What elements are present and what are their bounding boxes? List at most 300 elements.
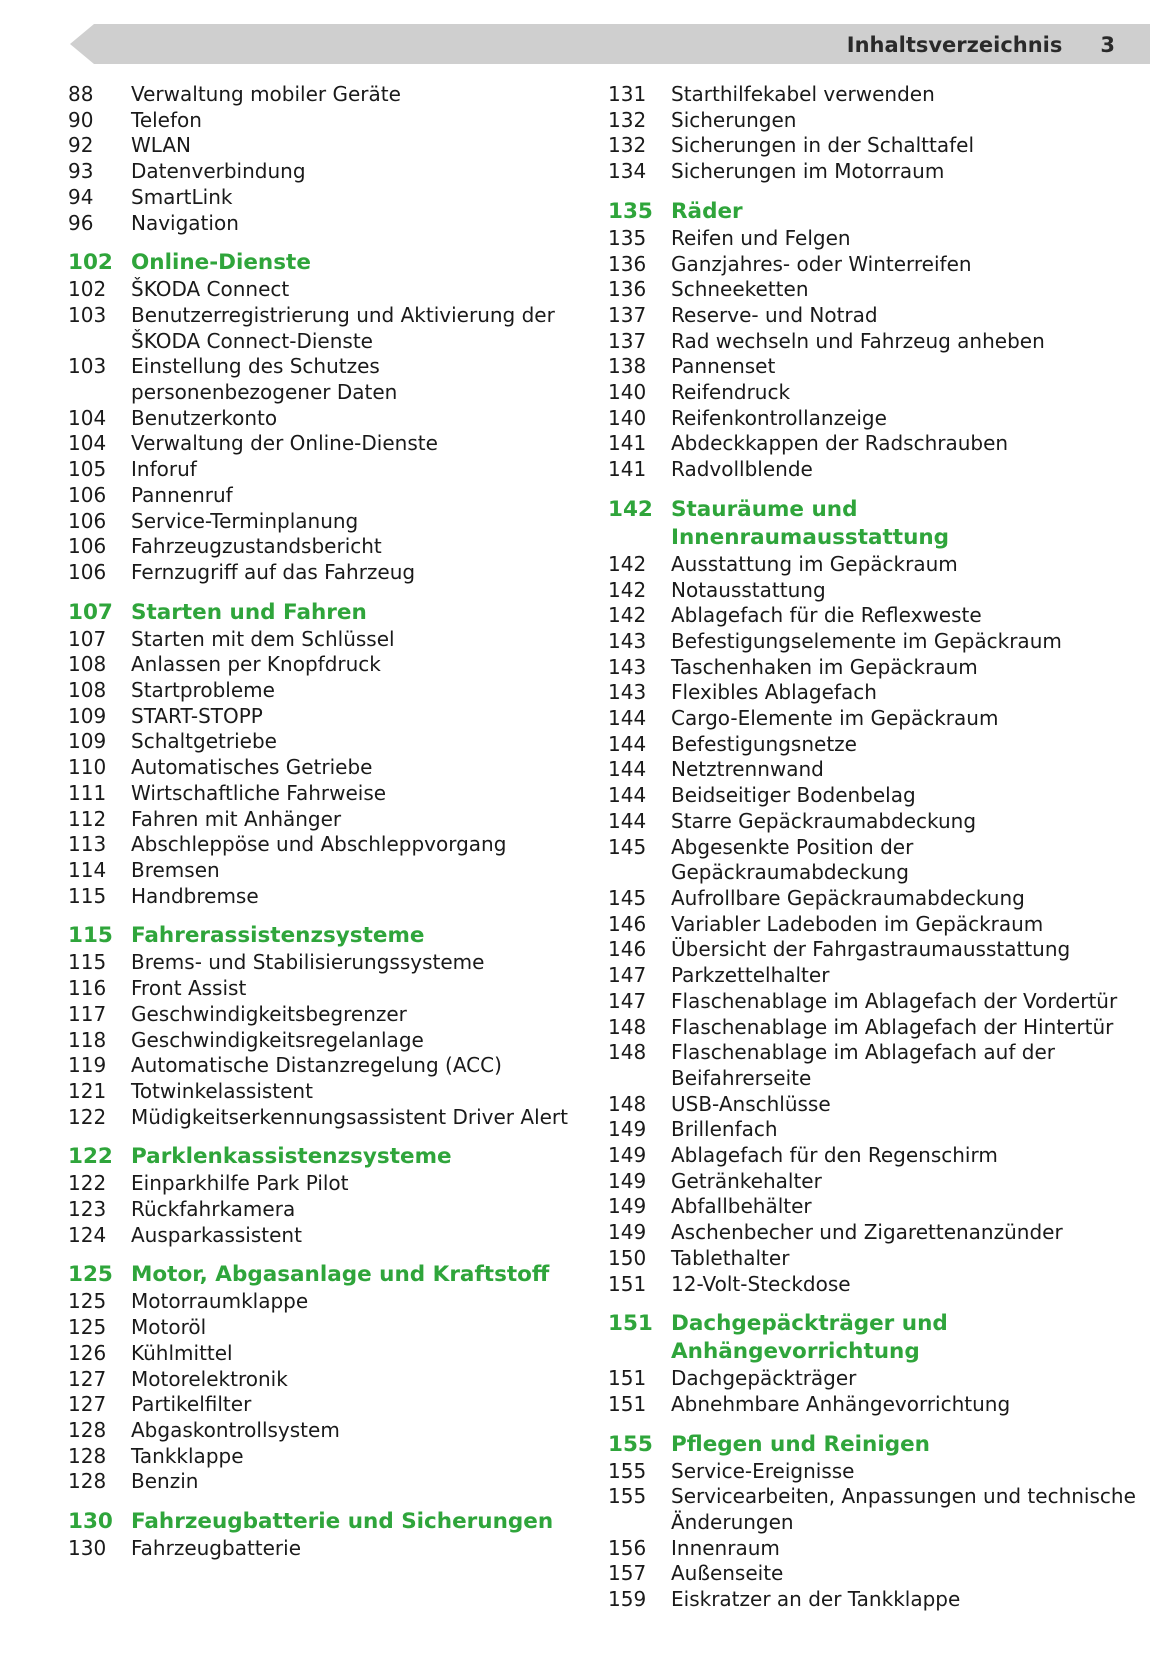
toc-title: USB-Anschlüsse <box>671 1091 831 1116</box>
section-heading[interactable] <box>608 496 1138 552</box>
toc-entry[interactable] <box>608 457 1138 483</box>
toc-entry[interactable] <box>68 1002 568 1028</box>
toc-title: Geschwindigkeitsregelanlage <box>131 1027 424 1052</box>
toc-page-number: 147 <box>608 963 647 988</box>
toc-title: Startprobleme <box>131 678 275 703</box>
toc-entry[interactable] <box>608 912 1138 938</box>
toc-title: Abgesenkte Position der Gepäckraumabdeckung <box>671 834 914 885</box>
toc-entry[interactable] <box>68 1367 568 1393</box>
toc-entry[interactable] <box>68 560 568 586</box>
toc-page-number: 144 <box>608 706 647 731</box>
toc-entry[interactable] <box>68 159 568 185</box>
toc-title: Fahrzeugbatterie und Sicherungen <box>131 1509 554 1535</box>
toc-entry[interactable] <box>608 108 1138 134</box>
toc-title: WLAN <box>131 133 192 158</box>
toc-title: SmartLink <box>131 184 233 209</box>
toc-entry[interactable] <box>608 1092 1138 1118</box>
toc-page-number: 96 <box>68 210 94 235</box>
toc-page-number: 148 <box>608 1091 647 1116</box>
toc-title: Fahrerassistenzsysteme <box>131 923 425 949</box>
toc-title: Motor, Abgasanlage und Kraftstoff <box>131 1262 550 1288</box>
toc-entry[interactable] <box>608 809 1138 835</box>
toc-entry[interactable] <box>68 755 568 781</box>
toc-page-number: 102 <box>68 277 107 302</box>
toc-title: Beidseitiger Bodenbelag <box>671 783 916 808</box>
toc-title: Starre Gepäckraumabdeckung <box>671 808 977 833</box>
toc-page-number: 151 <box>608 1391 647 1416</box>
toc-title: Datenverbindung <box>131 159 306 184</box>
toc-page-number: 113 <box>68 832 107 857</box>
toc-entry[interactable] <box>608 406 1138 432</box>
toc-page-number: 143 <box>608 628 647 653</box>
toc-page-number: 149 <box>608 1220 647 1245</box>
toc-page-number: 142 <box>608 603 647 628</box>
toc-page-number: 136 <box>608 251 647 276</box>
toc-page-number: 102 <box>68 250 113 276</box>
toc-page-number: 147 <box>608 988 647 1013</box>
toc-page-number: 109 <box>68 703 107 728</box>
toc-page-number: 149 <box>608 1143 647 1168</box>
toc-title: Navigation <box>131 210 239 235</box>
toc-page-number: 125 <box>68 1262 113 1288</box>
toc-page-number: 106 <box>68 534 107 559</box>
toc-page-number: 149 <box>608 1117 647 1142</box>
toc-title: Einstellung des Schutzes personenbezogener Daten <box>131 354 398 405</box>
toc-page-number: 115 <box>68 883 107 908</box>
toc-entry[interactable] <box>608 133 1138 159</box>
toc-title: Reifen und Felgen <box>671 225 851 250</box>
toc-page-number: 136 <box>608 277 647 302</box>
toc-page-number: 142 <box>608 577 647 602</box>
toc-entry[interactable] <box>608 329 1138 355</box>
toc-page-number: 135 <box>608 198 653 224</box>
toc-title: Reifenkontrollanzeige <box>671 405 887 430</box>
toc-entry[interactable] <box>608 835 1138 886</box>
toc-entry[interactable] <box>68 185 568 211</box>
toc-title: Anlassen per Knopfdruck <box>131 652 381 677</box>
toc-title: Kühlmittel <box>131 1340 233 1365</box>
toc-page-number: 144 <box>608 783 647 808</box>
toc-entry[interactable] <box>68 509 568 535</box>
toc-title: Flaschenablage im Ablagefach auf der Beifahrerseite <box>671 1040 1055 1090</box>
toc-title: Automatische Distanzregelung (ACC) <box>131 1053 502 1078</box>
toc-title: Schaltgetriebe <box>131 729 277 754</box>
toc-title: Ablagefach für die Reflexweste <box>671 603 982 628</box>
toc-page-number: 118 <box>68 1027 107 1052</box>
toc-entry[interactable] <box>68 277 568 303</box>
toc-entry[interactable] <box>68 211 568 237</box>
toc-page-number: 103 <box>68 302 107 327</box>
section-heading[interactable] <box>608 1310 1138 1366</box>
toc-entry[interactable] <box>608 1169 1138 1195</box>
toc-entry[interactable] <box>68 431 568 457</box>
toc-page-number: 128 <box>68 1443 107 1468</box>
toc-title: Abdeckkappen der Radschrauben <box>671 431 1009 456</box>
toc-entry[interactable] <box>608 1143 1138 1169</box>
toc-page-number: 141 <box>608 431 647 456</box>
toc-entry[interactable] <box>608 886 1138 912</box>
toc-title: Ausparkassistent <box>131 1222 302 1247</box>
toc-title: Dachgepäckträger <box>671 1366 857 1391</box>
toc-entry[interactable] <box>608 1587 1138 1613</box>
toc-entry[interactable] <box>68 976 568 1002</box>
toc-title: Abschleppöse und Abschleppvorgang <box>131 832 507 857</box>
toc-title: Schneeketten <box>671 277 809 302</box>
toc-title: Telefon <box>131 107 202 132</box>
toc-page-number: 106 <box>68 559 107 584</box>
toc-page-number: 159 <box>608 1587 647 1612</box>
toc-page-number: 121 <box>68 1078 107 1103</box>
toc-column-left <box>68 82 568 1562</box>
toc-entry[interactable] <box>608 732 1138 758</box>
toc-page-number: 156 <box>608 1535 647 1560</box>
toc-entry[interactable] <box>68 1197 568 1223</box>
toc-page-number: 155 <box>608 1458 647 1483</box>
toc-page-number: 122 <box>68 1144 113 1170</box>
toc-page-number: 141 <box>608 457 647 482</box>
toc-page-number: 143 <box>608 654 647 679</box>
toc-entry[interactable] <box>68 1079 568 1105</box>
toc-page-number: 155 <box>608 1484 647 1509</box>
toc-page-number: 107 <box>68 626 107 651</box>
toc-entry[interactable] <box>68 406 568 432</box>
toc-entry[interactable] <box>608 1015 1138 1041</box>
toc-entry[interactable] <box>608 1536 1138 1562</box>
toc-title: Service-Terminplanung <box>131 508 359 533</box>
toc-title: Abgaskontrollsystem <box>131 1417 340 1442</box>
toc-title: Benutzerkonto <box>131 405 278 430</box>
toc-entry[interactable] <box>608 1459 1138 1485</box>
toc-page-number: 127 <box>68 1366 107 1391</box>
toc-entry[interactable] <box>68 1536 568 1562</box>
toc-page-number: 130 <box>68 1509 113 1535</box>
toc-title: Notausstattung <box>671 577 826 602</box>
toc-title: Fahren mit Anhänger <box>131 806 342 831</box>
toc-page-number: 128 <box>68 1417 107 1442</box>
toc-entry[interactable] <box>608 354 1138 380</box>
toc-entry[interactable] <box>68 729 568 755</box>
toc-entry[interactable] <box>608 1220 1138 1246</box>
toc-title: 12-Volt-Steckdose <box>671 1271 851 1296</box>
toc-title: Rückfahrkamera <box>131 1197 296 1222</box>
toc-entry[interactable] <box>608 303 1138 329</box>
toc-page-number: 110 <box>68 755 107 780</box>
toc-page-number: 146 <box>608 911 647 936</box>
toc-entry[interactable] <box>68 1469 568 1495</box>
toc-title: Brillenfach <box>671 1117 778 1142</box>
toc-page-number: 130 <box>68 1536 107 1561</box>
toc-title: Fernzugriff auf das Fahrzeug <box>131 559 416 584</box>
toc-entry[interactable] <box>68 1418 568 1444</box>
toc-title: Parkzettelhalter <box>671 963 830 988</box>
toc-title: Fahrzeugzustandsbericht <box>131 534 382 559</box>
toc-entry[interactable] <box>608 252 1138 278</box>
toc-entry[interactable] <box>68 1315 568 1341</box>
toc-entry[interactable] <box>608 1392 1138 1418</box>
toc-title: Benzin <box>131 1469 199 1494</box>
toc-title: Bremsen <box>131 857 220 882</box>
toc-entry[interactable] <box>608 706 1138 732</box>
toc-title: Totwinkelassistent <box>131 1078 313 1103</box>
toc-entry[interactable] <box>608 989 1138 1015</box>
toc-page-number: 119 <box>68 1053 107 1078</box>
toc-page-number: 127 <box>68 1392 107 1417</box>
toc-page-number: 93 <box>68 159 94 184</box>
toc-page-number: 146 <box>608 937 647 962</box>
toc-entry[interactable] <box>608 431 1138 457</box>
toc-page-number: 151 <box>608 1366 647 1391</box>
toc-entry[interactable] <box>608 1194 1138 1220</box>
toc-page-number: 124 <box>68 1222 107 1247</box>
toc-page-number: 142 <box>608 551 647 576</box>
toc-title: Aschenbecher und Zigarettenanzünder <box>671 1220 1063 1245</box>
toc-title: Stauräume und Innenraumausstattung <box>671 496 950 550</box>
toc-title: Servicearbeiten, Anpassungen und technische Änderungen <box>671 1484 1136 1535</box>
toc-page-number: 123 <box>68 1197 107 1222</box>
toc-title: Reifendruck <box>671 380 791 405</box>
toc-entry[interactable] <box>68 627 568 653</box>
toc-entry[interactable] <box>608 578 1138 604</box>
toc-entry[interactable] <box>68 82 568 108</box>
toc-page-number: 137 <box>608 302 647 327</box>
toc-entry[interactable] <box>608 277 1138 303</box>
toc-title: Pflegen und Reinigen <box>671 1431 930 1457</box>
toc-title: Müdigkeitserkennungsassistent Driver Alert <box>131 1104 568 1129</box>
toc-title: Dachgepäckträger und Anhängevorrichtung <box>671 1311 948 1365</box>
toc-page-number: 109 <box>68 729 107 754</box>
toc-page-number: 116 <box>68 976 107 1001</box>
toc-entry[interactable] <box>68 1105 568 1131</box>
toc-title: Befestigungselemente im Gepäckraum <box>671 628 1062 653</box>
toc-title: Wirtschaftliche Fahrweise <box>131 780 387 805</box>
toc-page-number: 115 <box>68 950 107 975</box>
toc-page-number: 104 <box>68 431 107 456</box>
toc-title: Übersicht der Fahrgastraumausstattung <box>671 937 1071 962</box>
toc-title: Motoröl <box>131 1315 207 1340</box>
toc-entry[interactable] <box>608 1561 1138 1587</box>
toc-entry[interactable] <box>608 159 1138 185</box>
toc-entry[interactable] <box>68 678 568 704</box>
toc-title: Flaschenablage im Ablagefach der Hintertür <box>671 1014 1114 1039</box>
toc-entry[interactable] <box>608 82 1138 108</box>
toc-title: Einparkhilfe Park Pilot <box>131 1171 349 1196</box>
toc-title: Geschwindigkeitsbegrenzer <box>131 1001 407 1026</box>
toc-entry[interactable] <box>68 884 568 910</box>
toc-page-number: 115 <box>68 923 113 949</box>
toc-page-number: 105 <box>68 457 107 482</box>
section-heading[interactable] <box>68 1508 568 1536</box>
toc-title: Sicherungen <box>671 107 797 132</box>
toc-title: Sicherungen in der Schalttafel <box>671 133 975 158</box>
toc-entry[interactable] <box>608 783 1138 809</box>
toc-page-number: 157 <box>608 1561 647 1586</box>
toc-entry[interactable] <box>608 380 1138 406</box>
toc-page-number: 137 <box>608 328 647 353</box>
toc-page-number: 132 <box>608 107 647 132</box>
toc-page-number: 125 <box>68 1315 107 1340</box>
toc-title: Verwaltung der Online-Dienste <box>131 431 438 456</box>
toc-title: Aufrollbare Gepäckraumabdeckung <box>671 885 1025 910</box>
toc-page-number: 88 <box>68 82 94 106</box>
section-heading[interactable] <box>68 599 568 627</box>
toc-entry[interactable] <box>608 226 1138 252</box>
toc-page-number: 155 <box>608 1431 653 1457</box>
toc-page-number: 143 <box>608 680 647 705</box>
toc-title: Innenraum <box>671 1535 780 1560</box>
toc-title: Eiskratzer an der Tankklappe <box>671 1587 961 1612</box>
toc-title: Motorelektronik <box>131 1366 288 1391</box>
toc-page-number: 128 <box>68 1469 107 1494</box>
toc-page-number: 131 <box>608 82 647 106</box>
toc-title: Parklenkassistenzsysteme <box>131 1144 452 1170</box>
toc-page-number: 144 <box>608 757 647 782</box>
toc-page-number: 135 <box>608 225 647 250</box>
toc-entry[interactable] <box>68 1444 568 1470</box>
toc-page-number: 151 <box>608 1271 647 1296</box>
toc-page-number: 149 <box>608 1194 647 1219</box>
toc-page-number: 126 <box>68 1340 107 1365</box>
toc-page-number: 108 <box>68 678 107 703</box>
toc-page-number: 92 <box>68 133 94 158</box>
toc-entry[interactable] <box>68 457 568 483</box>
header-title: Inhaltsverzeichnis <box>846 33 1063 57</box>
toc-entry[interactable] <box>68 1392 568 1418</box>
toc-entry[interactable] <box>68 1223 568 1249</box>
toc-page-number: 134 <box>608 159 647 184</box>
toc-entry[interactable] <box>608 603 1138 629</box>
toc-title: Partikelfilter <box>131 1392 252 1417</box>
toc-entry[interactable] <box>608 937 1138 963</box>
toc-entry[interactable] <box>68 652 568 678</box>
toc-title: Service-Ereignisse <box>671 1458 855 1483</box>
toc-title: Fahrzeugbatterie <box>131 1536 302 1561</box>
toc-title: Ausstattung im Gepäckraum <box>671 551 958 576</box>
toc-entry[interactable] <box>68 807 568 833</box>
section-heading[interactable] <box>68 1261 568 1289</box>
toc-page-number: 150 <box>608 1245 647 1270</box>
toc-title: Ganzjahres- oder Winterreifen <box>671 251 972 276</box>
toc-title: Variabler Ladeboden im Gepäckraum <box>671 911 1044 936</box>
toc-entry[interactable] <box>68 1171 568 1197</box>
toc-entry[interactable] <box>608 1366 1138 1392</box>
toc-entry[interactable] <box>68 483 568 509</box>
toc-title: Räder <box>671 198 743 224</box>
toc-page-number: 106 <box>68 508 107 533</box>
toc-title: Starten und Fahren <box>131 599 367 625</box>
toc-title: Online-Dienste <box>131 250 311 276</box>
section-heading[interactable] <box>608 1431 1138 1459</box>
toc-page-number: 142 <box>608 496 653 522</box>
toc-page-number: 107 <box>68 599 113 625</box>
toc-title: Getränkehalter <box>671 1168 822 1193</box>
toc-page-number: 132 <box>608 133 647 158</box>
toc-title: Flaschenablage im Ablagefach der Vordertür <box>671 988 1118 1013</box>
toc-entry[interactable] <box>608 680 1138 706</box>
section-heading[interactable] <box>68 1143 568 1171</box>
toc-entry[interactable] <box>68 534 568 560</box>
toc-title: Starthilfekabel verwenden <box>671 82 935 106</box>
toc-entry[interactable] <box>608 1484 1138 1535</box>
toc-page-number: 104 <box>68 405 107 430</box>
toc-entry[interactable] <box>68 1028 568 1054</box>
toc-entry[interactable] <box>68 832 568 858</box>
toc-entry[interactable] <box>608 655 1138 681</box>
toc-title: Flexibles Ablagefach <box>671 680 877 705</box>
toc-entry[interactable] <box>68 704 568 730</box>
toc-page-number: 90 <box>68 107 94 132</box>
toc-entry[interactable] <box>68 303 568 354</box>
toc-entry[interactable] <box>68 1053 568 1079</box>
toc-column-right <box>608 82 1138 1613</box>
toc-title: Radvollblende <box>671 457 813 482</box>
toc-entry[interactable] <box>608 1246 1138 1272</box>
toc-title: Front Assist <box>131 976 247 1001</box>
toc-entry[interactable] <box>68 108 568 134</box>
toc-page-number: 145 <box>608 885 647 910</box>
section-heading[interactable] <box>68 249 568 277</box>
toc-entry[interactable] <box>608 963 1138 989</box>
toc-title: Pannenset <box>671 354 776 379</box>
toc-entry[interactable] <box>608 1040 1138 1091</box>
section-heading[interactable] <box>68 922 568 950</box>
toc-page-number: 108 <box>68 652 107 677</box>
toc-title: Brems- und Stabilisierungssysteme <box>131 950 485 975</box>
toc-page-number: 117 <box>68 1001 107 1026</box>
toc-page-number: 140 <box>608 380 647 405</box>
toc-page-number: 138 <box>608 354 647 379</box>
toc-page-number: 151 <box>608 1311 653 1337</box>
toc-entry[interactable] <box>68 1289 568 1315</box>
toc-page-number: 145 <box>608 834 647 859</box>
toc-title: Automatisches Getriebe <box>131 755 373 780</box>
toc-entry[interactable] <box>608 1117 1138 1143</box>
toc-title: Netztrennwand <box>671 757 824 782</box>
section-heading[interactable] <box>608 198 1138 226</box>
toc-entry[interactable] <box>68 858 568 884</box>
toc-page-number: 103 <box>68 354 107 379</box>
toc-page-number: 111 <box>68 780 107 805</box>
toc-entry[interactable] <box>608 629 1138 655</box>
toc-title: Reserve- und Notrad <box>671 302 878 327</box>
toc-entry[interactable] <box>68 950 568 976</box>
toc-page-number: 140 <box>608 405 647 430</box>
toc-page-number: 122 <box>68 1104 107 1129</box>
toc-title: Abfallbehälter <box>671 1194 812 1219</box>
toc-entry[interactable] <box>68 781 568 807</box>
toc-entry[interactable] <box>608 1272 1138 1298</box>
toc-entry[interactable] <box>68 354 568 405</box>
toc-title: Abnehmbare Anhängevorrichtung <box>671 1391 1011 1416</box>
toc-title: Inforuf <box>131 457 197 482</box>
toc-title: Tablethalter <box>671 1245 790 1270</box>
toc-title: Cargo-Elemente im Gepäckraum <box>671 706 999 731</box>
toc-page-number: 148 <box>608 1040 647 1065</box>
page-header <box>847 30 1115 60</box>
toc-title: ŠKODA Connect <box>131 277 290 302</box>
toc-title: Befestigungsnetze <box>671 731 857 756</box>
toc-entry[interactable] <box>608 552 1138 578</box>
toc-title: Benutzerregistrierung und Aktivierung der ŠKODA Connect-Dienste <box>131 302 555 353</box>
page-number: 3 <box>1100 33 1115 57</box>
toc-entry[interactable] <box>608 757 1138 783</box>
toc-title: Motorraumklappe <box>131 1289 309 1314</box>
toc-title: Pannenruf <box>131 482 233 507</box>
toc-title: Sicherungen im Motorraum <box>671 159 945 184</box>
toc-title: Handbremse <box>131 883 259 908</box>
toc-page-number: 144 <box>608 731 647 756</box>
toc-entry[interactable] <box>68 133 568 159</box>
toc-entry[interactable] <box>68 1341 568 1367</box>
